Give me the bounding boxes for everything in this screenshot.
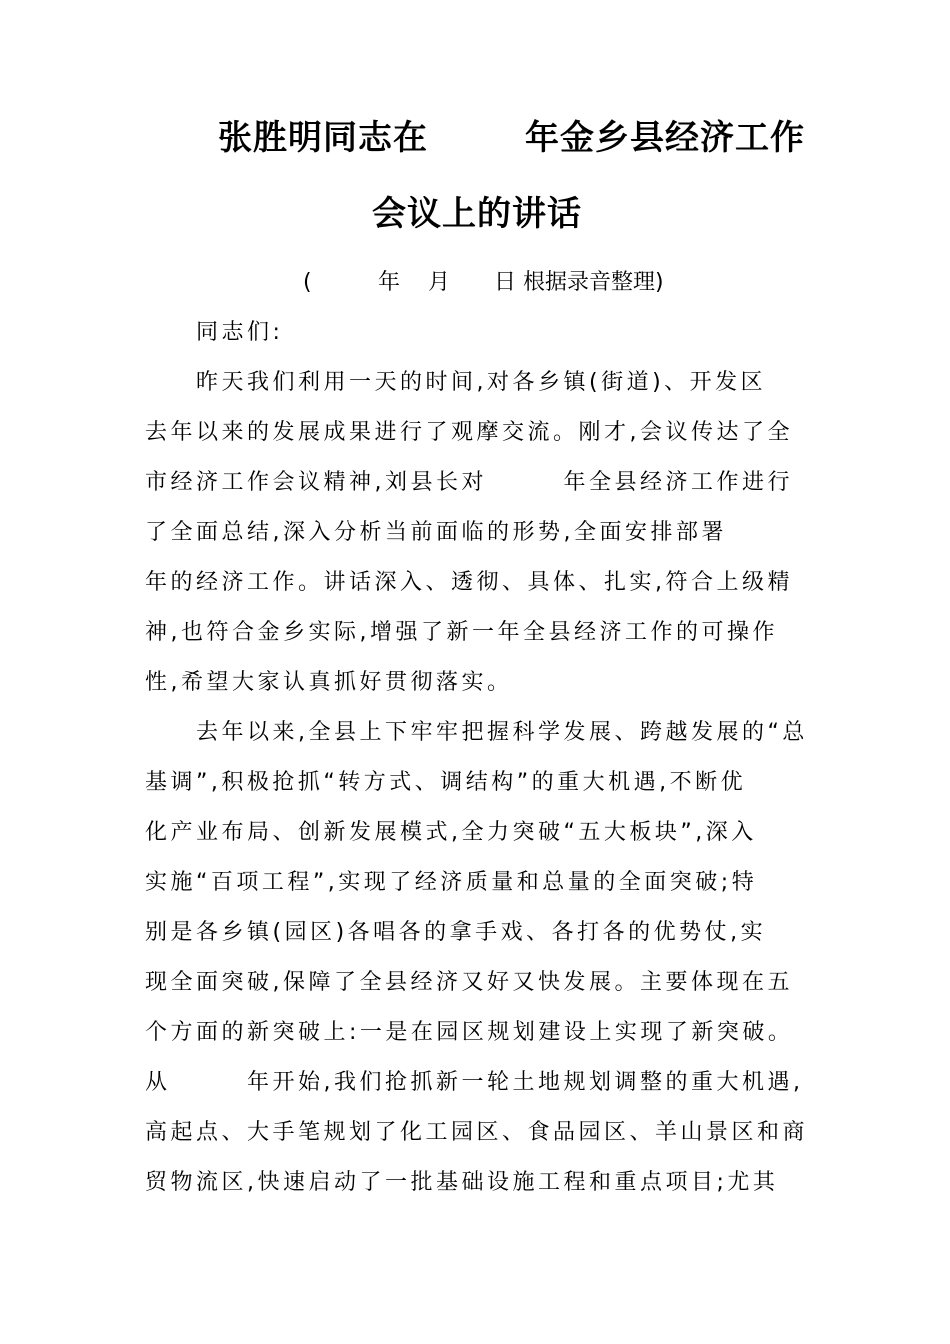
title-line-2: 会议上的讲话: [372, 194, 582, 234]
subtitle-day-note: 日 根据录音整理): [494, 270, 664, 295]
subtitle-open-paren: (: [303, 270, 312, 295]
subtitle-month: 月: [428, 270, 451, 295]
subtitle-year: 年: [378, 270, 401, 295]
paragraph-line: 了全面总结,深入分析当前面临的形势,全面安排部署: [145, 520, 727, 545]
paragraph-line: 基调”,积极抢抓“转方式、调结构”的重大机遇,不断优: [145, 770, 747, 795]
paragraph-line: 个方面的新突破上:一是在园区规划建设上实现了新突破。: [145, 1020, 794, 1045]
salutation: 同志们:: [196, 320, 284, 345]
paragraph-line: 去年以来,全县上下牢牢把握科学发展、跨越发展的“总: [196, 720, 808, 745]
paragraph-line: 从 年开始,我们抢抓新一轮土地规划调整的重大机遇,: [145, 1070, 804, 1095]
paragraph-line: 化产业布局、创新发展模式,全力突破“五大板块”,深入: [145, 820, 757, 845]
title-part-2: 年金乡县经济工作: [525, 118, 805, 158]
paragraph-line: 贸物流区,快速启动了一批基础设施工程和重点项目;尤其: [145, 1170, 779, 1195]
paragraph-line: 现全面突破,保障了全县经济又好又快发展。主要体现在五: [145, 970, 793, 995]
paragraph-line: 昨天我们利用一天的时间,对各乡镇(街道)、开发区: [196, 370, 767, 395]
paragraph-line: 实施“百项工程”,实现了经济质量和总量的全面突破;特: [145, 870, 758, 895]
paragraph-line: 别是各乡镇(园区)各唱各的拿手戏、各打各的优势仗,实: [145, 920, 767, 945]
paragraph-line: 去年以来的发展成果进行了观摩交流。刚才,会议传达了全: [145, 420, 793, 445]
paragraph-line: 高起点、大手笔规划了化工园区、食品园区、羊山景区和商: [145, 1120, 809, 1145]
paragraph-line: 神,也符合金乡实际,增强了新一年全县经济工作的可操作: [145, 620, 778, 645]
paragraph-line: 性,希望大家认真抓好贯彻落实。: [145, 670, 513, 695]
paragraph-line: 年的经济工作。讲话深入、透彻、具体、扎实,符合上级精: [145, 570, 793, 595]
title-part-1: 张胜明同志在: [218, 118, 428, 158]
paragraph-line: 市经济工作会议精神,刘县长对 年全县经济工作进行: [145, 470, 793, 495]
